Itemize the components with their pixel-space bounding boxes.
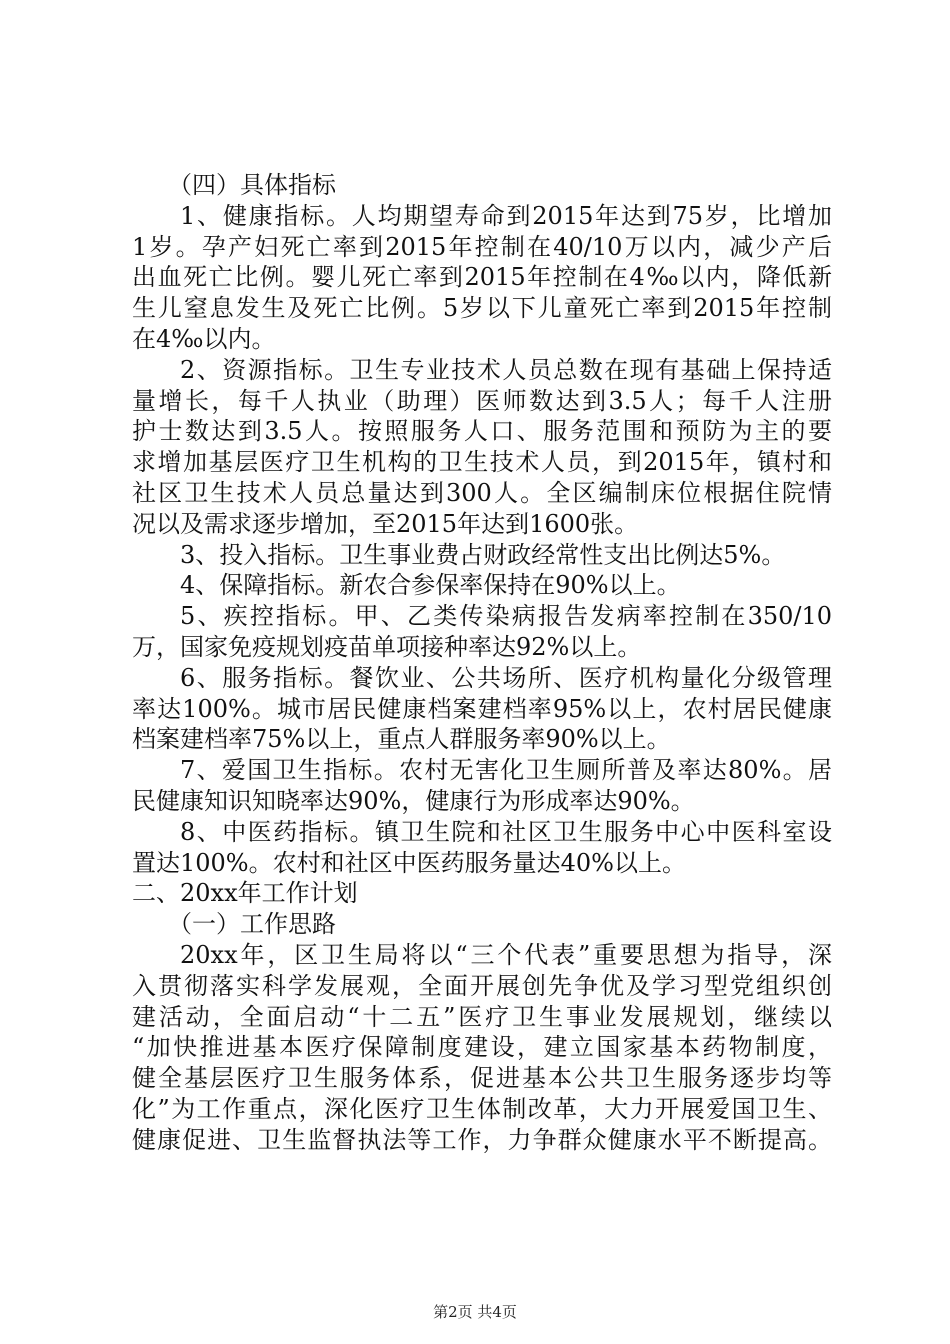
text-line: 2、资源指标。卫生专业技术人员总数在现有基础上保持适 (180, 355, 832, 384)
text-line: 入贯彻落实科学发展观，全面开展创先争优及学习型党组织创 (132, 971, 832, 1000)
text-line: 护士数达到3.5人。按照服务人口、服务范围和预防为主的要 (132, 417, 832, 446)
text-line: 社区卫生技术人员总量达到300人。全区编制床位根据住院情 (132, 478, 832, 507)
text-line: 求增加基层医疗卫生机构的卫生技术人员，到2015年，镇村和 (132, 448, 832, 477)
text-line: 量增长，每千人执业（助理）医师数达到3.5人；每千人注册 (132, 386, 832, 415)
text-line: 建活动，全面启动“十二五”医疗卫生事业发展规划，继续以 (132, 1002, 832, 1031)
text-line: “加快推进基本医疗保障制度建设，建立国家基本药物制度， (132, 1033, 832, 1062)
text-line: 6、服务指标。餐饮业、公共场所、医疗机构量化分级管理 (180, 663, 832, 692)
text-line: 健全基层医疗卫生服务体系，促进基本公共卫生服务逐步均等 (132, 1064, 832, 1093)
text-line: 况以及需求逐步增加，至2015年达到1600张。 (132, 509, 639, 538)
page-number-footer: 第2页 共4页 (433, 1303, 517, 1321)
section-heading-specific-indicators: （四）具体指标 (168, 171, 336, 199)
text-line: 1、健康指标。人均期望寿命到2015年达到75岁，比增加 (180, 201, 832, 230)
text-line: 民健康知识知晓率达90%，健康行为形成率达90%。 (132, 786, 695, 815)
text-line: 健康促进、卫生监督执法等工作，力争群众健康水平不断提高。 (132, 1125, 832, 1154)
section-heading-work-plan: 二、20xx年工作计划 (132, 879, 358, 908)
text-line: 档案建档率75%以上，重点人群服务率90%以上。 (132, 725, 671, 754)
text-line: 率达100%。城市居民健康档案建档率95%以上，农村居民健康 (132, 694, 832, 723)
text-line: 4、保障指标。新农合参保率保持在90%以上。 (180, 571, 681, 600)
text-line: 出血死亡比例。婴儿死亡率到2015年控制在4‰以内，降低新 (132, 263, 832, 292)
text-line: 8、中医药指标。镇卫生院和社区卫生服务中心中医科室设 (180, 817, 832, 846)
text-line: 1岁。孕产妇死亡率到2015年控制在40/10万以内，减少产后 (132, 232, 832, 261)
text-line: 3、投入指标。卫生事业费占财政经常性支出比例达5%。 (180, 540, 786, 569)
text-line: 20xx年，区卫生局将以“三个代表”重要思想为指导，深 (180, 940, 832, 969)
subsection-heading-work-ideas: （一）工作思路 (168, 910, 336, 939)
text-line: 化”为工作重点，深化医疗卫生体制改革，大力开展爱国卫生、 (132, 1094, 832, 1123)
text-line: 7、爱国卫生指标。农村无害化卫生厕所普及率达80%。居 (180, 756, 832, 785)
text-line: 生儿窒息发生及死亡比例。5岁以下儿童死亡率到2015年控制 (132, 294, 832, 323)
text-line: 置达100%。农村和社区中医药服务量达40%以上。 (132, 848, 686, 877)
document-body (132, 170, 832, 1156)
text-line: 在4‰以内。 (132, 324, 276, 353)
text-line: 万，国家免疫规划疫苗单项接种率达92%以上。 (132, 632, 642, 661)
text-line: 5、疾控指标。甲、乙类传染病报告发病率控制在350/10 (180, 602, 832, 631)
